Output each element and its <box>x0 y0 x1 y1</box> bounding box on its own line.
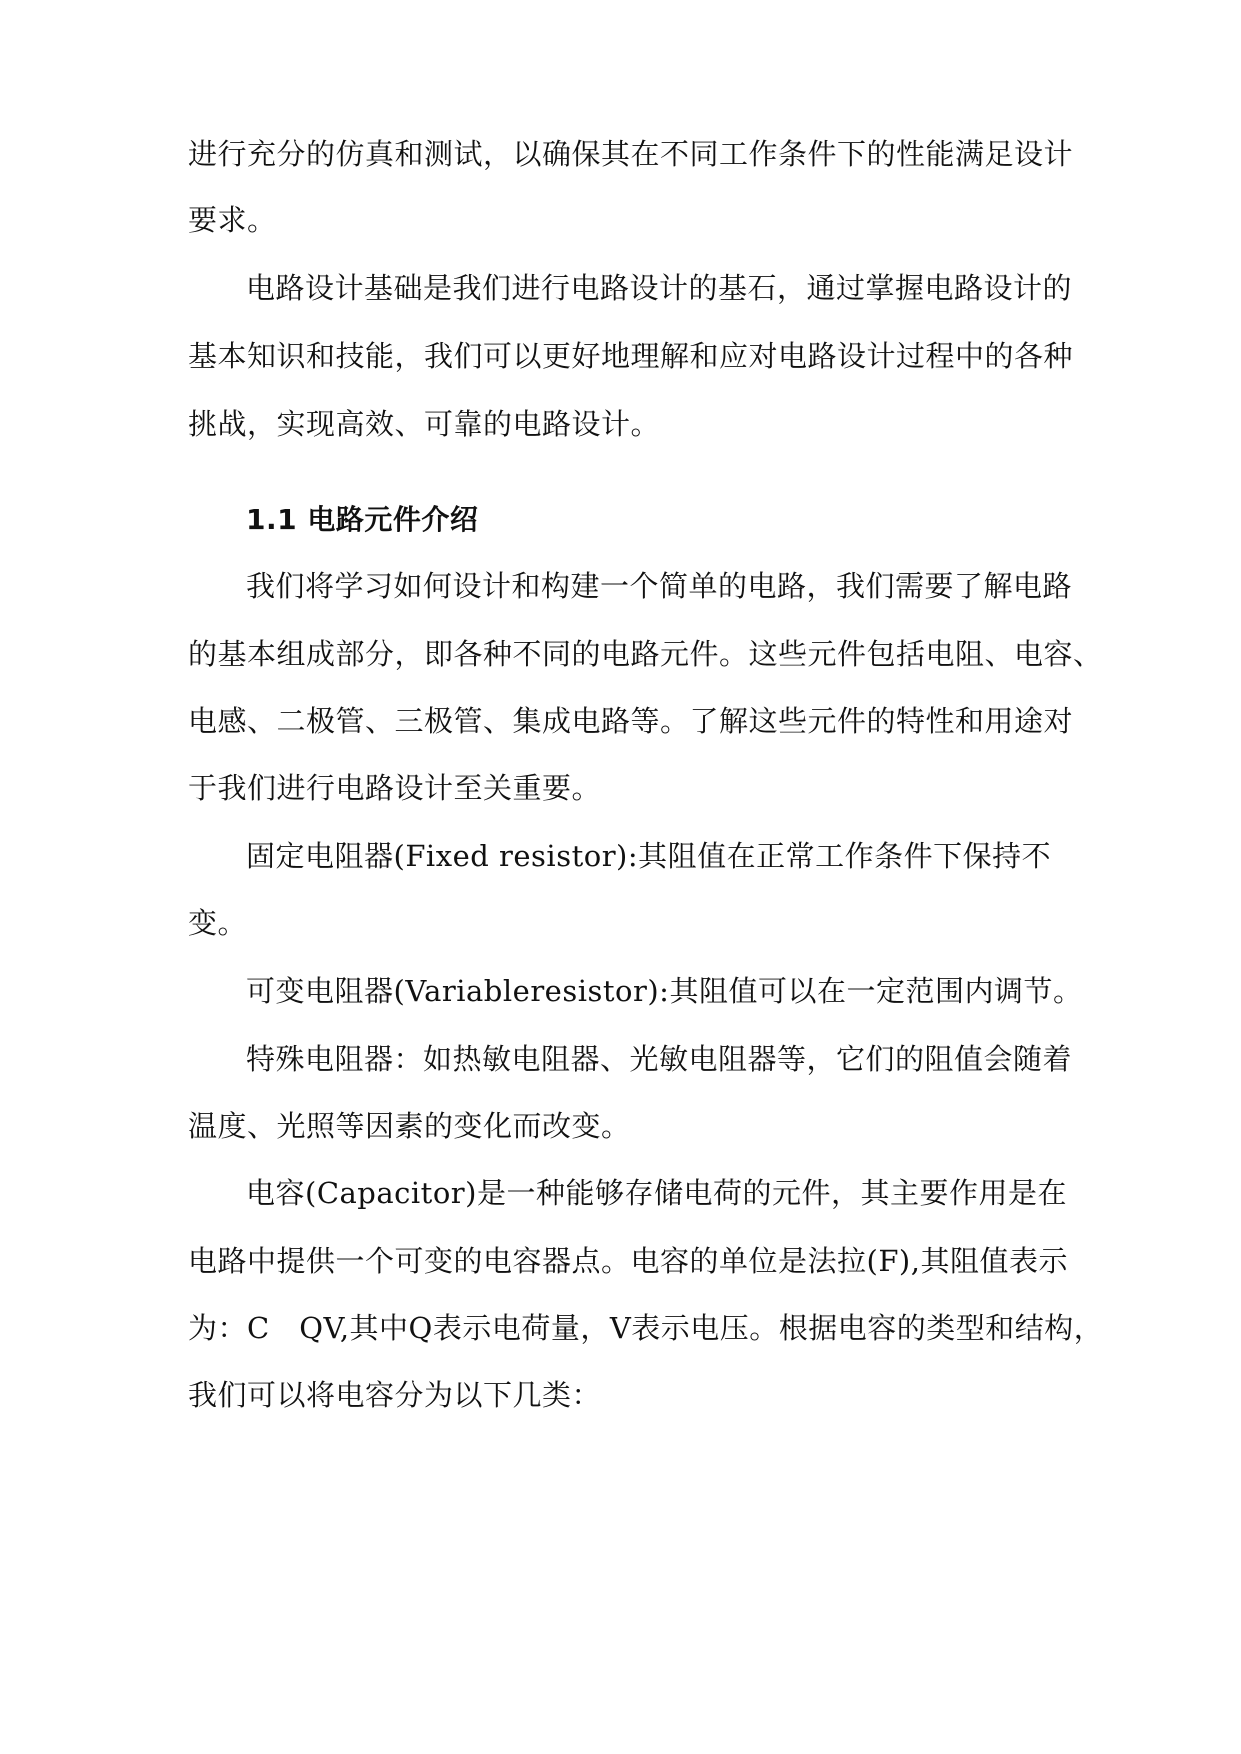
paragraph-start: 可变电阻器(Variableresistor):其阻值可以在一定范围内调节。 <box>246 974 1083 1008</box>
text-line: 电感、二极管、三极管、集成电路等。了解这些元件的特性和用途对 <box>188 704 1074 738</box>
text-line: 为：C QV,其中Q表示电荷量，V表示电压。根据电容的类型和结构， <box>188 1311 1104 1345</box>
paragraph-start: 固定电阻器(Fixed resistor):其阻值在正常工作条件下保持不 <box>246 839 1052 873</box>
text-line: 挑战，实现高效、可靠的电路设计。 <box>188 407 661 441</box>
text-line: 进行充分的仿真和测试，以确保其在不同工作条件下的性能满足设计 <box>188 137 1074 171</box>
section-heading: 1.1 电路元件介绍 <box>246 503 479 536</box>
paragraph-start: 电路设计基础是我们进行电路设计的基石，通过掌握电路设计的 <box>246 271 1073 305</box>
paragraph-start: 特殊电阻器：如热敏电阻器、光敏电阻器等，它们的阻值会随着 <box>246 1042 1073 1076</box>
text-line: 要求。 <box>188 203 277 237</box>
text-line: 于我们进行电路设计至关重要。 <box>188 771 602 805</box>
text-line: 基本知识和技能，我们可以更好地理解和应对电路设计过程中的各种 <box>188 339 1074 373</box>
paragraph-start: 电容(Capacitor)是一种能够存储电荷的元件，其主要作用是在 <box>246 1176 1067 1210</box>
paragraph-start: 我们将学习如何设计和构建一个简单的电路，我们需要了解电路 <box>246 569 1073 603</box>
text-line: 温度、光照等因素的变化而改变。 <box>188 1109 631 1143</box>
text-line: 变。 <box>188 906 248 940</box>
text-line: 我们可以将电容分为以下几类： <box>188 1378 602 1412</box>
text-line: 的基本组成部分，即各种不同的电路元件。这些元件包括电阻、电容、 <box>188 637 1103 671</box>
text-line: 电路中提供一个可变的电容器点。电容的单位是法拉(F),其阻值表示 <box>188 1244 1068 1278</box>
